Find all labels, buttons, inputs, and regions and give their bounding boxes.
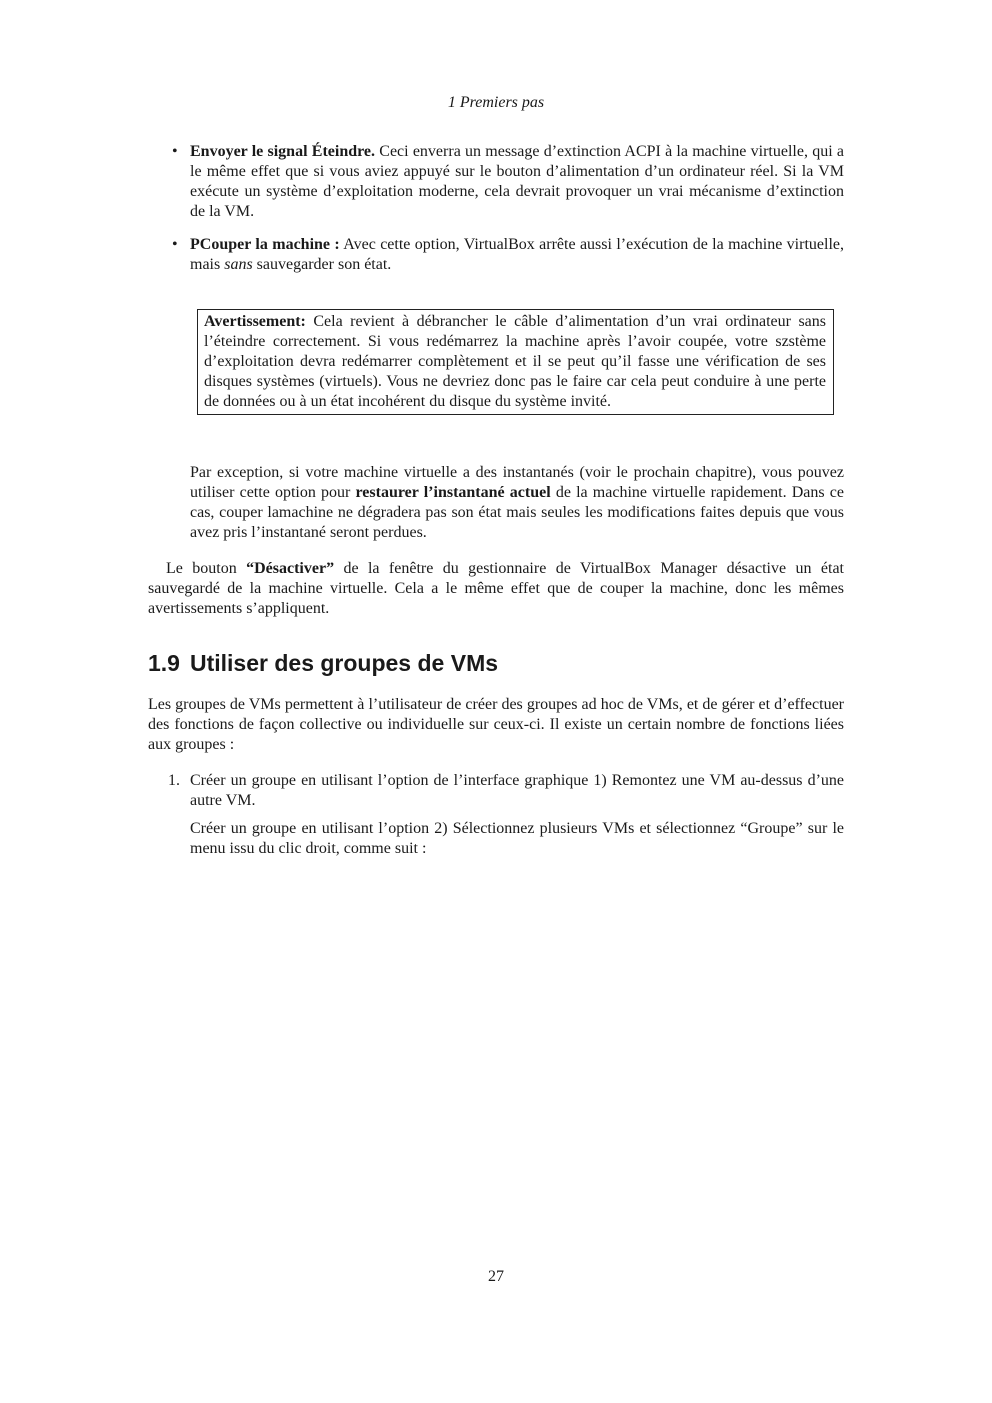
warning-box xyxy=(197,309,834,415)
emphasis-text: sans xyxy=(224,256,253,273)
bullet-marker: • xyxy=(172,236,178,253)
page-number: 27 xyxy=(488,1268,504,1285)
bullet-term: Envoyer le signal Éteindre. xyxy=(190,143,376,160)
paragraph-text-end: de la fenêtre du gestionnaire de VirtualBox Manager désactive un état sauvegardé de la machine virtuelle. Cela a le même effet que de couper la machine, donc les mêmes avertissements s’appliquent. xyxy=(148,560,844,617)
list-item xyxy=(168,235,844,275)
paragraph-text-end: de la machine virtuelle rapidement. Dans ce cas, couper lamachine ne dégradera pas son état mais seules les modifications faites depuis que vous avez pris l’instantané seront perdues. xyxy=(190,484,844,541)
groups-paragraph: Les groupes de VMs permettent à l’utilisateur de créer des groupes ad hoc de VMs, et de gérer et d’effectuer des fonctions de façon collective ou individuelle sur ceux-ci. Il existe un certain nombre de fonctions liées aux groupes : xyxy=(148,696,844,753)
numbered-list xyxy=(168,771,844,859)
bold-text: restaurer l’instantané actuel xyxy=(355,484,551,501)
bullet-term: PCouper la machine : xyxy=(190,236,340,253)
section-title: Utiliser des groupes de VMs xyxy=(189,650,499,676)
bold-text: “Désactiver” xyxy=(246,560,335,577)
bullet-description-end: sauvegarder son état. xyxy=(252,256,392,273)
section-number: 1.9 xyxy=(148,650,180,676)
list-item xyxy=(168,771,844,811)
warning-text: Cela revient à débrancher le câble d’alimentation d’un vrai ordinateur sans l’éteindre correctement. Si vous redémarrez la machine après l’avoir coupée, votre szstème d’exploitation devra redémarrer complètement et il se peut qu’il fasse une vérification de ses disques systèmes (virtuels). Vous ne devriez donc pas le faire car cela peut conduire à une perte de données ou à un état incohérent du disque du système invité. xyxy=(204,313,826,410)
bullet-description: Ceci enverra un message d’extinction ACPI à la machine virtuelle, qui a le même effet que si vous aviez appuyé sur le bouton d’alimentation d’un ordinateur réel. Si la VM exécute un système d’exploitation moderne, cela devrait provoquer un vrai mécanisme d’extinction de la VM. xyxy=(190,143,844,220)
bullet-marker: • xyxy=(172,143,178,160)
list-number: 1. xyxy=(168,772,180,789)
list-item-text: Créer un groupe en utilisant l’option de l’interface graphique 1) Remontez une VM au-dessus d’une autre VM. xyxy=(190,772,844,809)
list-item xyxy=(168,142,844,222)
section-heading xyxy=(148,648,844,678)
warning-label: Avertissement: xyxy=(204,313,306,330)
paragraph-text: Par exception, si votre machine virtuelle a des instantanés (voir le prochain chapitre), vous pouvez utiliser cette option pour xyxy=(190,464,844,501)
list-item-continuation: Créer un groupe en utilisant l’option 2) Sélectionnez plusieurs VMs et sélectionnez “Groupe” sur le menu issu du clic droit, comme suit : xyxy=(190,820,844,857)
exception-paragraph xyxy=(190,463,844,543)
desactiver-paragraph xyxy=(148,559,844,619)
shutdown-options-list xyxy=(168,142,844,288)
paragraph-text: Le bouton xyxy=(166,560,247,577)
running-header: 1 Premiers pas xyxy=(447,94,545,111)
bullet-description: Avec cette option, VirtualBox arrête aussi l’exécution de la machine virtuelle, mais xyxy=(190,236,844,273)
